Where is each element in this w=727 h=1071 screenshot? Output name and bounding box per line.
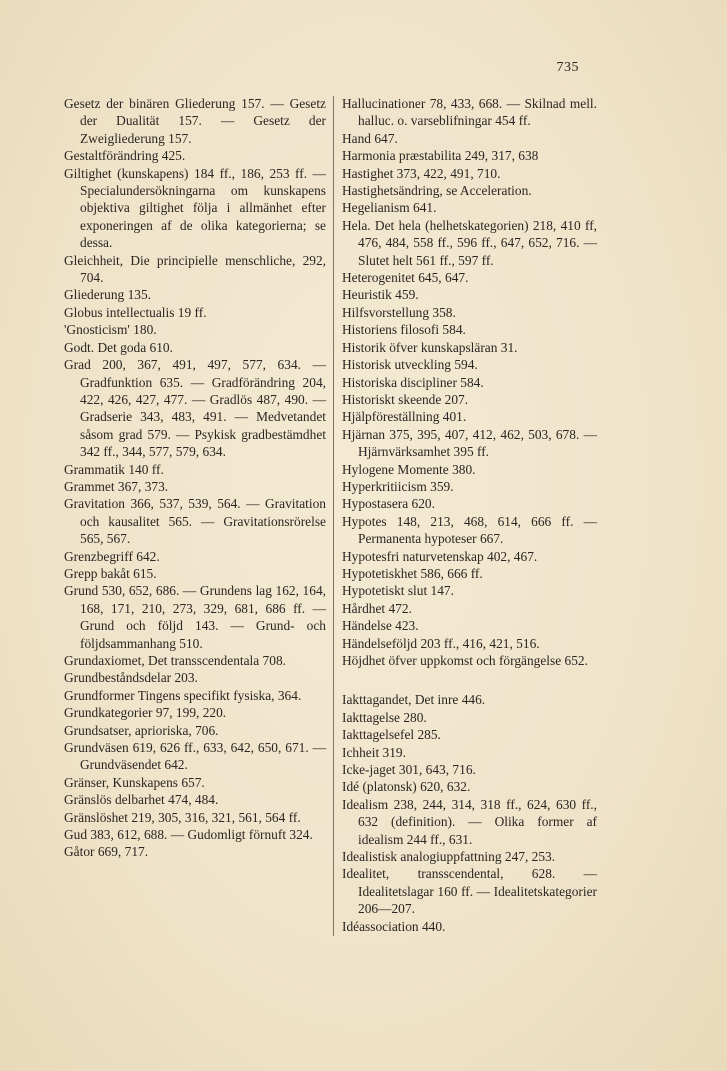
index-entry: Ichheit 319.: [342, 744, 406, 760]
index-entry: Höjdhet öfver uppkomst och förgängelse 652.: [342, 653, 588, 668]
column-divider: [333, 96, 334, 936]
index-entry: Grundaxiomet, Det transscendentala 708.: [64, 653, 286, 668]
index-entry: Historiska discipliner 584.: [342, 374, 484, 390]
index-entry: Idealitet, transscendental, 628. — Idealitetslagar 160 ff. — Idealitetskategorier 206—207.: [342, 866, 597, 917]
index-entry: Hårdhet 472.: [342, 600, 412, 616]
index-column-left: [64, 95, 326, 861]
index-entry: Gliederung 135.: [64, 287, 152, 303]
index-entry: Grundväsen 619, 626 ff., 633, 642, 650, 671. — Grundväsendet 642.: [64, 740, 326, 773]
index-entry: Hypostasera 620.: [342, 496, 435, 512]
index-entry: Hjälpföreställning 401.: [342, 409, 467, 425]
index-entry: Hypotesfri naturvetenskap 402, 467.: [342, 548, 538, 564]
index-entry: Historiens filosofi 584.: [342, 322, 466, 338]
index-entry: Harmonia præstabilita 249, 317, 638: [342, 148, 539, 164]
index-entry: Gud 383, 612, 688. — Gudomligt förnuft 324.: [64, 827, 313, 843]
index-entry: Gränser, Kunskapens 657.: [64, 774, 205, 790]
index-entry: Händelseföljd 203 ff., 416, 421, 516.: [342, 635, 540, 651]
index-entry: Hylogene Momente 380.: [342, 461, 476, 477]
index-entry: Hypotetiskhet 586, 666 ff.: [342, 565, 483, 581]
index-entry: Hyperkritiicism 359.: [342, 478, 454, 494]
index-entry: Grundsatser, aprioriska, 706.: [64, 722, 219, 738]
index-entry: Grundformer Tingens specifikt fysiska, 364.: [64, 687, 302, 703]
index-entry: Grundbeståndsdelar 203.: [64, 670, 198, 686]
index-entry: Iakttagelse 280.: [342, 709, 427, 725]
index-entry: Hastighetsändring, se Acceleration.: [342, 183, 532, 199]
index-entry: Godt. Det goda 610.: [64, 339, 173, 355]
index-entry: Idealism 238, 244, 314, 318 ff., 624, 630 ff., 632 (definition). — Olika former af idealism 244 ff., 631.: [342, 796, 597, 847]
index-entry: Idéassociation 440.: [342, 918, 446, 934]
index-entry: Händelse 423.: [342, 618, 419, 634]
page-number: 735: [556, 60, 579, 75]
index-entry: Gravitation 366, 537, 539, 564. — Gravitation och kausalitet 565. — Gravitationsrörelse 565, 567.: [64, 496, 326, 547]
index-entry: Hjärnan 375, 395, 407, 412, 462, 503, 678. — Hjärnvärksamhet 395 ff.: [342, 426, 597, 460]
index-entry: Historisk utveckling 594.: [342, 357, 478, 373]
index-entry: Gränslös delbarhet 474, 484.: [64, 792, 219, 808]
index-entry: Grund 530, 652, 686. — Grundens lag 162, 164, 168, 171, 210, 273, 329, 681, 686 ff. — Grund och följd 143. — Grund- och följdsammanhang 510.: [64, 583, 326, 651]
index-entry: Historik öfver kunskapsläran 31.: [342, 339, 518, 355]
index-entry: Grad 200, 367, 491, 497, 577, 634. — Gradfunktion 635. — Gradförändring 204, 422, 426, 427, 477. — Gradlös 487, 490. — Gradserie 343, 483, 491. — Medvetandet såsom grad 579. — Psykisk gradbestämdhet 342 ff., 344, 577, 579, 634.: [64, 357, 326, 460]
index-entry: Grammatik 140 ff.: [64, 461, 164, 477]
index-entry: Hastighet 373, 422, 491, 710.: [342, 165, 501, 181]
index-entry: Gåtor 669, 717.: [64, 844, 149, 860]
index-entry: Heuristik 459.: [342, 287, 419, 303]
index-entry: Grammet 367, 373.: [64, 478, 169, 494]
index-column-right: [342, 95, 597, 935]
section-gap: [342, 669, 597, 691]
index-entry: Globus intellectualis 19 ff.: [64, 304, 207, 320]
index-entry: Hallucinationer 78, 433, 668. — Skilnad mell. halluc. o. varseblifningar 454 ff.: [342, 96, 597, 129]
index-entry: Grepp bakåt 615.: [64, 565, 157, 581]
index-entry: Idé (platonsk) 620, 632.: [342, 779, 471, 795]
index-entry: Hilfsvorstellung 358.: [342, 304, 456, 320]
index-entry: Hand 647.: [342, 130, 398, 146]
index-entry: Hypotes 148, 213, 468, 614, 666 ff. — Permanenta hypoteser 667.: [342, 513, 597, 547]
index-entry: Hypotetiskt slut 147.: [342, 583, 454, 599]
index-entry: Gränslöshet 219, 305, 316, 321, 561, 564 ff.: [64, 809, 301, 825]
index-entry: Iakttagelsefel 285.: [342, 727, 441, 743]
index-entry: Hegelianism 641.: [342, 200, 437, 216]
index-entry: Giltighet (kunskapens) 184 ff., 186, 253 ff. — Specialundersökningarna om kunskapens objektiva giltighet följa i allmänhet efter exponeringen af de olika kategorierna; se dessa.: [64, 165, 326, 251]
index-entry: Gleichheit, Die principielle menschliche, 292, 704.: [64, 252, 326, 286]
index-entry: Heterogenitet 645, 647.: [342, 270, 469, 286]
index-entry: Idealistisk analogiuppfattning 247, 253.: [342, 849, 556, 865]
index-entry: Historiskt skeende 207.: [342, 391, 469, 407]
index-entry: Grenzbegriff 642.: [64, 548, 160, 564]
index-entry: Gestaltförändring 425.: [64, 148, 186, 164]
index-entry: Icke-jaget 301, 643, 716.: [342, 762, 476, 778]
index-entry: Gesetz der binären Gliederung 157. — Gesetz der Dualität 157. — Gesetz der Zweigliederung 157.: [64, 96, 326, 146]
index-entry: Hela. Det hela (helhetskategorien) 218, 410 ff, 476, 484, 558 ff., 596 ff., 647, 652, 716. — Slutet helt 561 ff., 597 ff.: [342, 217, 597, 268]
index-entry: 'Gnosticism' 180.: [64, 322, 157, 338]
index-entry: Iakttagandet, Det inre 446.: [342, 692, 486, 708]
index-entry: Grundkategorier 97, 199, 220.: [64, 705, 227, 721]
